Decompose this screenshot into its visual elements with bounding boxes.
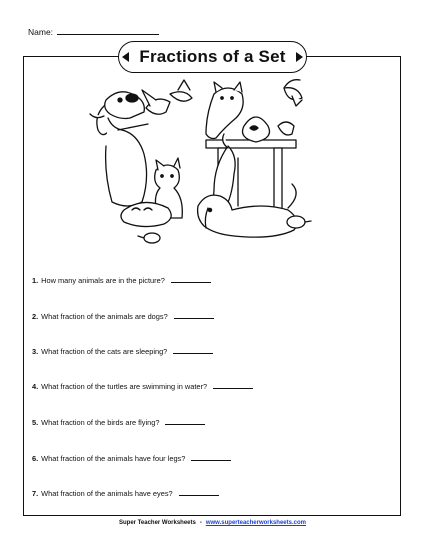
question-2: 2. What fraction of the animals are dogs? (32, 312, 214, 321)
question-3: 3. What fraction of the cats are sleeping? (32, 347, 213, 356)
footer-separator: - (199, 520, 202, 526)
answer-blank[interactable] (174, 312, 214, 319)
answer-blank[interactable] (213, 382, 253, 389)
cat-icon (206, 82, 243, 139)
left-arrow-icon (122, 52, 129, 62)
bird-icon (284, 80, 302, 106)
footer (0, 520, 425, 526)
bird-icon (170, 80, 192, 101)
name-field-row (28, 27, 159, 37)
turtle-icon (287, 216, 311, 228)
right-arrow-icon (296, 52, 303, 62)
answer-blank[interactable] (173, 347, 213, 354)
title-banner (118, 41, 307, 73)
animals-illustration (78, 78, 313, 253)
dog-icon (90, 92, 148, 206)
footer-brand: Super Teacher Worksheets (119, 520, 196, 526)
name-blank-line[interactable] (57, 27, 159, 35)
question-1: 1. How many animals are in the picture? (32, 276, 211, 285)
question-5: 5. What fraction of the birds are flying? (32, 418, 205, 427)
question-7: 7. What fraction of the animals have eyes? (32, 489, 219, 498)
footer-link[interactable]: www.superteacherworksheets.com (205, 520, 306, 526)
name-label: Name: (28, 27, 54, 37)
bird-icon (142, 90, 170, 114)
answer-blank[interactable] (179, 489, 219, 496)
answer-blank[interactable] (191, 454, 231, 461)
answer-blank[interactable] (165, 418, 205, 425)
answer-blank[interactable] (171, 276, 211, 283)
fish-bowl-icon (243, 117, 270, 142)
bird-icon (278, 122, 294, 135)
question-4: 4. What fraction of the turtles are swimming in water? (32, 382, 253, 391)
turtle-icon (138, 233, 160, 243)
page-title: Fractions of a Set (139, 47, 286, 66)
question-6: 6. What fraction of the animals have four legs? (32, 454, 231, 463)
